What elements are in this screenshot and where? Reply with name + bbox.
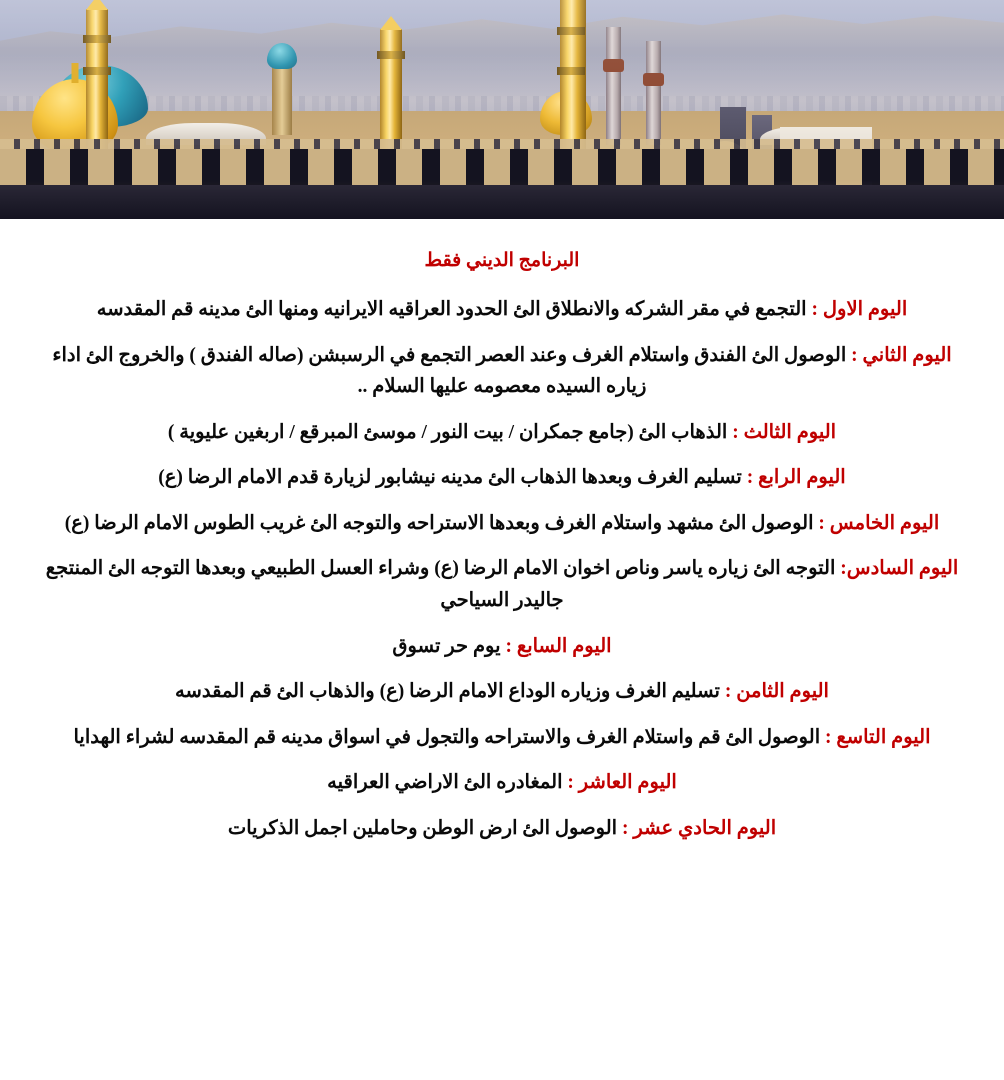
shrine-layer: [0, 0, 1004, 219]
day-label-9: اليوم التاسع: [836, 726, 931, 748]
day-separator-2: :: [846, 344, 863, 366]
golden-minaret-right: [560, 0, 586, 149]
day-description-9: الوصول الئ قم واستلام الغرف والاستراحه والتجول في اسواق مدينه قم المقدسه لشراء الهدايا: [73, 726, 821, 748]
day-description-8: تسليم الغرف وزياره الوداع الامام الرضا (ع) والذهاب الئ قم المقدسه: [175, 681, 720, 703]
itinerary-entry-10: [34, 767, 970, 799]
day-separator-5: :: [813, 512, 830, 534]
day-separator-8: :: [719, 681, 737, 703]
itinerary-entry-8: [34, 676, 970, 708]
day-label-5: اليوم الخامس: [829, 512, 940, 534]
day-separator-4: :: [741, 467, 759, 489]
turquoise-capped-minaret: [272, 65, 292, 135]
day-label-2: اليوم الثاني: [862, 344, 952, 366]
minaret-band: [377, 51, 405, 59]
itinerary-entry-3: [34, 417, 970, 449]
day-label-11: اليوم الحادي عشر: [633, 817, 777, 839]
day-label-8: اليوم الثامن: [736, 681, 829, 703]
day-separator-10: :: [562, 772, 579, 794]
day-label-3: اليوم الثالث: [743, 421, 837, 443]
day-description-10: المغادره الئ الاراضي العراقيه: [327, 772, 563, 794]
itinerary-entry-9: [34, 722, 970, 754]
day-label-7: اليوم السابع: [516, 635, 612, 657]
minaret-cap-icon: [380, 16, 402, 30]
minaret-band: [83, 67, 111, 75]
day-description-1: التجمع في مقر الشركه والانطلاق الئ الحدود العراقيه الايرانيه ومنها الئ مدينه قم المقدسه: [96, 299, 807, 320]
day-label-1: اليوم الاول: [822, 299, 908, 320]
header-hero-image: [0, 0, 1004, 219]
minaret-band: [557, 67, 585, 75]
day-description-6: التوجه الئ زياره ياسر وناص اخوان الامام الرضا (ع) وشراء العسل الطبيعي وبعدها التوجه الئ المنتجع جاليدر السياحي: [45, 558, 836, 612]
golden-minaret-center: [380, 29, 402, 149]
foreground-shadow-band: [0, 185, 1004, 219]
day-label-6: اليوم السادس: [846, 558, 959, 580]
golden-minaret-left: [86, 9, 108, 149]
itinerary-document: [0, 219, 1004, 867]
day-description-7: يوم حر تسوق: [392, 635, 501, 657]
minaret-band: [557, 27, 585, 35]
day-separator-3: :: [727, 421, 744, 443]
day-description-3: الذهاب الئ (جامع جمكران / بيت النور / موسئ المبرقع / اربغين عليوية ): [167, 421, 728, 443]
itinerary-entry-2: [34, 340, 970, 403]
day-label-4: اليوم الرابع: [758, 467, 846, 489]
day-separator-6: :: [835, 558, 847, 580]
day-separator-1: :: [806, 299, 823, 320]
day-separator-11: :: [617, 817, 634, 839]
brick-minaret-right: [646, 41, 661, 145]
day-description-5: الوصول الئ مشهد واستلام الغرف وبعدها الاستراحه والتوجه الئ غريب الطوس الامام الرضا (ع): [64, 512, 814, 534]
day-label-10: اليوم العاشر: [578, 772, 677, 794]
itinerary-entry-7: [34, 631, 970, 663]
itinerary-entry-5: [34, 508, 970, 540]
itinerary-entry-11: [34, 813, 970, 845]
brick-minaret-left: [606, 27, 621, 145]
minaret-band: [83, 35, 111, 43]
itinerary-entry-4: [34, 462, 970, 494]
itinerary-entry-1: [34, 294, 970, 326]
day-description-2: الوصول الئ الفندق واستلام الغرف وعند العصر التجمع في الرسبشن (صاله الفندق ) والخروج الئ اداء زياره السيده معصومه عليها السلام ..: [52, 344, 847, 398]
minaret-cap-icon: [86, 0, 108, 10]
day-separator-7: :: [500, 635, 517, 657]
day-description-4: تسليم الغرف وبعدها الذهاب الئ مدينه نيشابور لزيارة قدم الامام الرضا (ع): [158, 467, 742, 489]
itinerary-entry-6: [34, 553, 970, 616]
day-description-11: الوصول الئ ارض الوطن وحاملين اجمل الذكريات: [227, 817, 618, 839]
page-title: البرنامج الديني فقط: [424, 250, 580, 271]
day-separator-9: :: [820, 726, 837, 748]
